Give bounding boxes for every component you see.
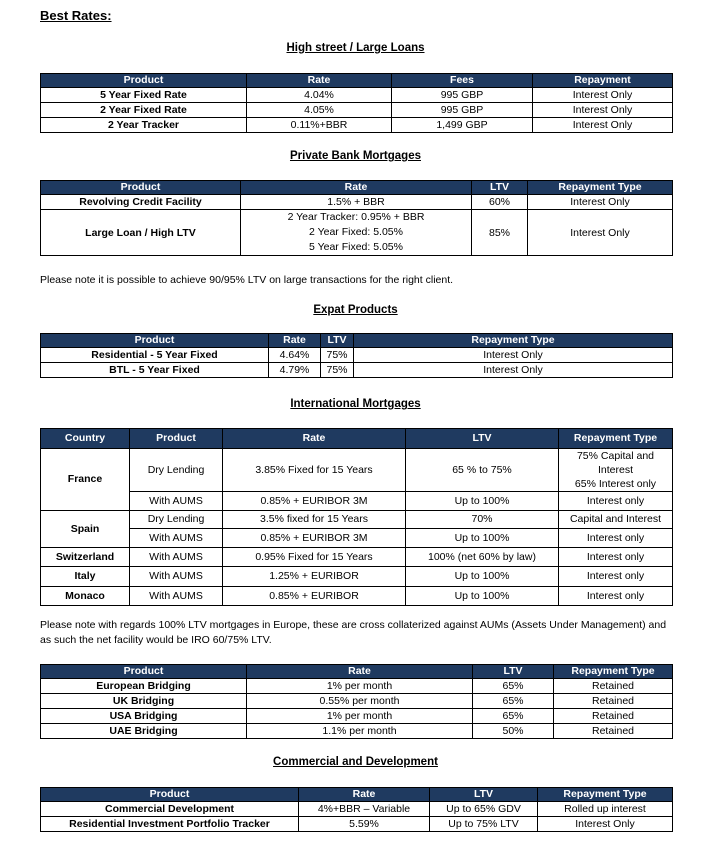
table-cell: 1% per month xyxy=(247,709,473,724)
table-cell: 65 % to 75% xyxy=(406,449,559,492)
table-cell: Retained xyxy=(554,679,673,694)
table-header-row xyxy=(41,74,673,88)
table-row xyxy=(41,802,673,817)
table-cell: Revolving Credit Facility xyxy=(41,195,241,210)
table-cell xyxy=(241,210,472,256)
table-cell: 4%+BBR – Variable xyxy=(299,802,430,817)
column-header: Repayment Type xyxy=(554,665,673,679)
table-row xyxy=(41,817,673,832)
table-row xyxy=(41,548,673,567)
table-cell: Monaco xyxy=(41,587,130,606)
table-cell: Interest Only xyxy=(538,817,673,832)
table-header-row xyxy=(41,429,673,449)
table-row xyxy=(41,363,673,378)
section-title-international: International Mortgages xyxy=(290,398,421,410)
table-cell: Interest only xyxy=(559,492,673,511)
high-street-table xyxy=(40,73,673,133)
table-cell: 4.04% xyxy=(247,88,392,103)
table-row xyxy=(41,118,673,133)
table-cell: France xyxy=(41,449,130,511)
table-cell: With AUMS xyxy=(130,548,223,567)
table-cell: Switzerland xyxy=(41,548,130,567)
table-cell: 1.25% + EURIBOR xyxy=(223,567,406,587)
table-row xyxy=(41,103,673,118)
table-row xyxy=(41,88,673,103)
table-cell: Spain xyxy=(41,511,130,548)
rate-line: 2 Year Tracker: 0.95% + BBR xyxy=(287,211,425,223)
table-cell: 60% xyxy=(472,195,528,210)
table-cell: 995 GBP xyxy=(392,103,533,118)
table-cell: Interest Only xyxy=(354,363,673,378)
table-cell: With AUMS xyxy=(130,529,223,548)
table-row xyxy=(41,709,673,724)
table-cell: Up to 100% xyxy=(406,587,559,606)
column-header: Product xyxy=(41,665,247,679)
table-row xyxy=(41,567,673,587)
table-cell: Up to 100% xyxy=(406,492,559,511)
table-cell: Residential - 5 Year Fixed xyxy=(41,348,269,363)
column-header: Repayment Type xyxy=(354,334,673,348)
table-cell: 65% xyxy=(473,679,554,694)
table-cell: Interest only xyxy=(559,529,673,548)
table-header-row xyxy=(41,334,673,348)
table-row xyxy=(41,449,673,492)
table-cell: 4.05% xyxy=(247,103,392,118)
column-header: Product xyxy=(41,74,247,88)
table-cell: 85% xyxy=(472,210,528,256)
column-header: Fees xyxy=(392,74,533,88)
table-cell: 75% xyxy=(321,363,354,378)
table-cell: Interest only xyxy=(559,548,673,567)
table-cell: Interest Only xyxy=(533,88,673,103)
table-cell: Up to 100% xyxy=(406,529,559,548)
column-header: Repayment xyxy=(533,74,673,88)
column-header: Rate xyxy=(241,181,472,195)
table-cell: With AUMS xyxy=(130,587,223,606)
table-cell: Italy xyxy=(41,567,130,587)
table-cell: 100% (net 60% by law) xyxy=(406,548,559,567)
table-cell: 0.85% + EURIBOR 3M xyxy=(223,529,406,548)
table-cell: Interest Only xyxy=(528,195,673,210)
section-title-expat: Expat Products xyxy=(313,304,398,316)
bridging-table xyxy=(40,664,673,739)
table-header-row xyxy=(41,665,673,679)
column-header: LTV xyxy=(430,788,538,802)
table-row xyxy=(41,724,673,739)
table-cell xyxy=(559,449,673,492)
table-cell: Interest Only xyxy=(533,118,673,133)
column-header: Product xyxy=(130,429,223,449)
column-header: LTV xyxy=(321,334,354,348)
table-cell: 50% xyxy=(473,724,554,739)
column-header: Rate xyxy=(299,788,430,802)
table-cell: 1.1% per month xyxy=(247,724,473,739)
table-cell: Retained xyxy=(554,724,673,739)
table-cell: 995 GBP xyxy=(392,88,533,103)
table-cell: 65% xyxy=(473,694,554,709)
section-title-private-bank: Private Bank Mortgages xyxy=(289,150,421,162)
table-cell: Retained xyxy=(554,709,673,724)
table-cell: 70% xyxy=(406,511,559,529)
column-header: Repayment Type xyxy=(559,429,673,449)
table-row xyxy=(41,587,673,606)
repayment-line: 75% Capital and Interest xyxy=(576,450,655,476)
table-cell: Interest Only xyxy=(528,210,673,256)
table-cell: BTL - 5 Year Fixed xyxy=(41,363,269,378)
column-header: Rate xyxy=(269,334,321,348)
table-header-row xyxy=(41,788,673,802)
table-cell: UK Bridging xyxy=(41,694,247,709)
column-header: LTV xyxy=(473,665,554,679)
section-title-high-street: High street / Large Loans xyxy=(286,42,425,54)
table-row xyxy=(41,492,673,511)
private-bank-note: Please note it is possible to achieve 90/95% LTV on large transactions for the right client. xyxy=(40,274,454,286)
international-table xyxy=(40,428,673,606)
rate-line: 2 Year Fixed: 5.05% xyxy=(309,226,403,238)
table-cell: Rolled up interest xyxy=(538,802,673,817)
table-cell: 0.95% Fixed for 15 Years xyxy=(223,548,406,567)
table-cell: Up to 100% xyxy=(406,567,559,587)
repayment-line: 65% Interest only xyxy=(574,478,657,490)
table-cell: 5 Year Fixed Rate xyxy=(41,88,247,103)
table-cell: Interest Only xyxy=(354,348,673,363)
table-cell: 4.64% xyxy=(269,348,321,363)
table-cell: Dry Lending xyxy=(130,511,223,529)
column-header: Product xyxy=(41,181,241,195)
international-note: Please note with regards 100% LTV mortgages in Europe, these are cross collaterized against AUMs (Assets Under Management) and as such the net facility would be IRO 60/75% LTV. xyxy=(40,619,667,646)
column-header: Repayment Type xyxy=(538,788,673,802)
section-title-commercial: Commercial and Development xyxy=(273,756,438,768)
table-cell: With AUMS xyxy=(130,492,223,511)
commercial-table xyxy=(40,787,673,832)
table-header-row xyxy=(41,181,673,195)
column-header: Repayment Type xyxy=(528,181,673,195)
column-header: Product xyxy=(41,788,299,802)
table-cell: USA Bridging xyxy=(41,709,247,724)
column-header: Rate xyxy=(247,74,392,88)
table-row xyxy=(41,679,673,694)
table-cell: European Bridging xyxy=(41,679,247,694)
table-cell: Commercial Development xyxy=(41,802,299,817)
table-cell: Capital and Interest xyxy=(559,511,673,529)
table-cell: Interest only xyxy=(559,567,673,587)
table-cell: 2 Year Fixed Rate xyxy=(41,103,247,118)
table-cell: 0.11%+BBR xyxy=(247,118,392,133)
table-cell: Interest Only xyxy=(533,103,673,118)
column-header: Country xyxy=(41,429,130,449)
table-cell: Up to 65% GDV xyxy=(430,802,538,817)
table-cell: 4.79% xyxy=(269,363,321,378)
table-row xyxy=(41,210,673,256)
rate-line: 5 Year Fixed: 5.05% xyxy=(309,241,403,253)
table-row xyxy=(41,529,673,548)
table-cell: Large Loan / High LTV xyxy=(41,210,241,256)
table-row xyxy=(41,195,673,210)
column-header: Rate xyxy=(223,429,406,449)
table-cell: 1% per month xyxy=(247,679,473,694)
table-cell: 1.5% + BBR xyxy=(241,195,472,210)
table-cell: 0.85% + EURIBOR 3M xyxy=(223,492,406,511)
table-cell: 0.85% + EURIBOR xyxy=(223,587,406,606)
table-row xyxy=(41,511,673,529)
table-cell: UAE Bridging xyxy=(41,724,247,739)
table-cell: Residential Investment Portfolio Tracker xyxy=(41,817,299,832)
table-cell: 75% xyxy=(321,348,354,363)
table-cell: Interest only xyxy=(559,587,673,606)
page-title: Best Rates: xyxy=(40,8,112,23)
expat-table xyxy=(40,333,673,378)
table-cell: With AUMS xyxy=(130,567,223,587)
table-cell: 3.85% Fixed for 15 Years xyxy=(223,449,406,492)
table-cell: 3.5% fixed for 15 Years xyxy=(223,511,406,529)
table-row xyxy=(41,348,673,363)
table-cell: 1,499 GBP xyxy=(392,118,533,133)
table-row xyxy=(41,694,673,709)
table-cell: 65% xyxy=(473,709,554,724)
table-cell: Retained xyxy=(554,694,673,709)
column-header: LTV xyxy=(406,429,559,449)
table-cell: 2 Year Tracker xyxy=(41,118,247,133)
table-cell: Dry Lending xyxy=(130,449,223,492)
table-cell: 5.59% xyxy=(299,817,430,832)
column-header: LTV xyxy=(472,181,528,195)
column-header: Product xyxy=(41,334,269,348)
table-cell: 0.55% per month xyxy=(247,694,473,709)
table-cell: Up to 75% LTV xyxy=(430,817,538,832)
column-header: Rate xyxy=(247,665,473,679)
private-bank-table xyxy=(40,180,673,256)
